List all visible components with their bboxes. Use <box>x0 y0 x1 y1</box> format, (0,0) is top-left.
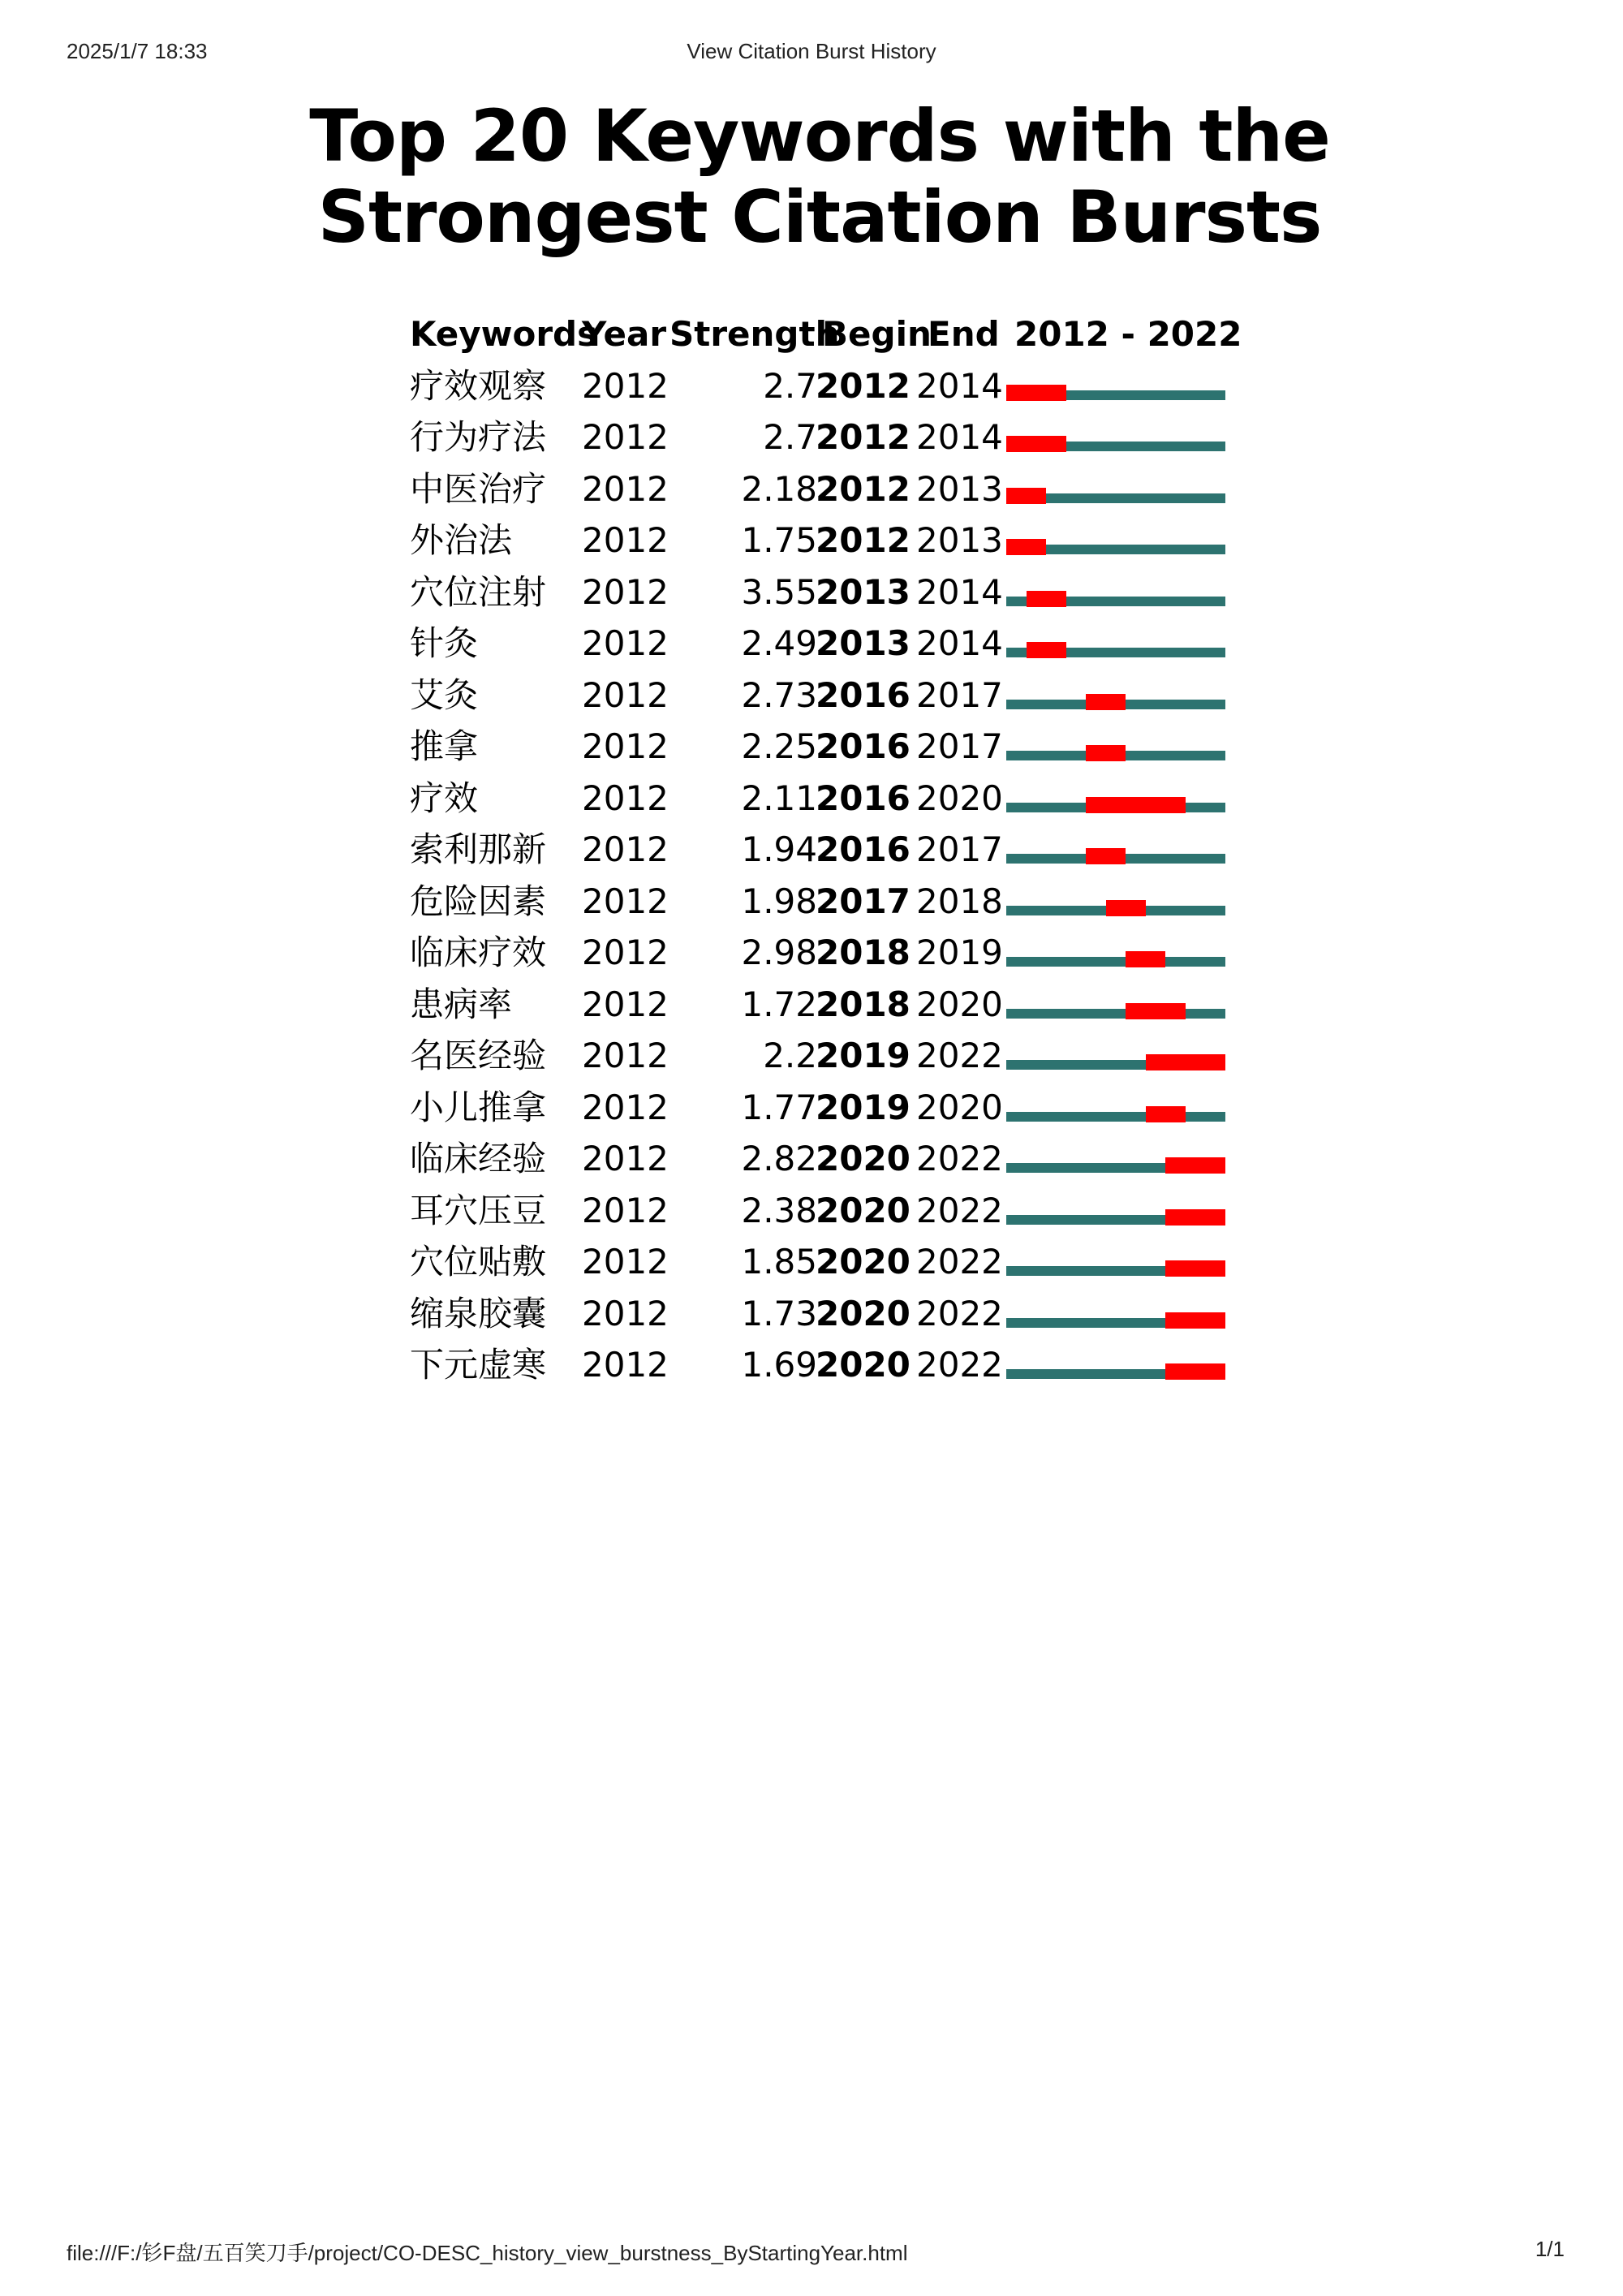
year-cell: 2012 <box>582 1139 669 1178</box>
year-cell: 2012 <box>582 1293 669 1333</box>
burst-timeline <box>1006 694 1225 715</box>
timeline-track <box>1006 1112 1225 1122</box>
begin-cell: 2016 <box>816 778 911 818</box>
end-cell: 2014 <box>916 623 1003 663</box>
keyword-cell: 外治法 <box>410 520 513 560</box>
keyword-cell: 下元虚寒 <box>410 1345 547 1385</box>
burst-segment <box>1126 1003 1186 1019</box>
begin-cell: 2019 <box>816 1087 911 1127</box>
table-row <box>410 1288 1246 1340</box>
strength-cell: 2.98 <box>741 933 817 972</box>
table-row <box>410 1236 1246 1288</box>
strength-cell: 1.69 <box>741 1345 817 1385</box>
keyword-cell: 针灸 <box>410 623 479 663</box>
burst-timeline <box>1006 539 1225 560</box>
begin-cell: 2020 <box>816 1139 911 1178</box>
burst-timeline <box>1006 1106 1225 1127</box>
year-cell: 2012 <box>582 365 669 406</box>
column-header-keywords: Keywords <box>410 314 598 354</box>
burst-segment <box>1165 1363 1225 1380</box>
page-title: Top 20 Keywords with the Strongest Citation Bursts <box>309 94 1330 259</box>
keyword-cell: 索利那新 <box>410 829 547 869</box>
burst-segment <box>1165 1260 1225 1277</box>
burst-timeline <box>1006 488 1225 509</box>
year-cell: 2012 <box>582 623 669 663</box>
table-row <box>410 566 1246 618</box>
column-header-end: End <box>928 314 1000 354</box>
burst-segment <box>1006 436 1066 452</box>
year-cell: 2012 <box>582 417 669 457</box>
strength-cell: 3.55 <box>741 571 817 612</box>
burst-segment <box>1165 1209 1225 1226</box>
begin-cell: 2020 <box>816 1345 911 1385</box>
begin-cell: 2012 <box>816 520 911 560</box>
burst-segment <box>1165 1312 1225 1329</box>
begin-cell: 2020 <box>816 1190 911 1230</box>
strength-cell: 1.75 <box>741 520 817 560</box>
begin-cell: 2019 <box>816 1036 911 1075</box>
table-row <box>410 876 1246 928</box>
end-cell: 2013 <box>916 520 1003 560</box>
keyword-cell: 临床疗效 <box>410 933 547 972</box>
table-body <box>410 360 1246 1391</box>
print-file-path: file:///F:/钐F盘/五百笑刀手/project/CO-DESC_history_view_burstness_ByStartingYear.html <box>67 2241 908 2265</box>
end-cell: 2019 <box>916 933 1003 972</box>
burst-segment <box>1086 848 1126 864</box>
year-cell: 2012 <box>582 881 669 921</box>
column-header-year: Year <box>582 314 667 354</box>
print-page-title: View Citation Burst History <box>687 39 936 63</box>
table-row <box>410 979 1246 1031</box>
burst-timeline <box>1006 848 1225 869</box>
strength-cell: 2.11 <box>741 778 817 818</box>
keyword-cell: 小儿推拿 <box>410 1087 547 1127</box>
begin-cell: 2020 <box>816 1293 911 1333</box>
keyword-cell: 穴位贴敷 <box>410 1242 547 1282</box>
column-header-strength: Strength <box>669 314 840 354</box>
keyword-cell: 穴位注射 <box>410 571 547 612</box>
begin-cell: 2017 <box>816 881 911 921</box>
print-timestamp: 2025/1/7 18:33 <box>67 39 208 63</box>
burst-segment <box>1146 1054 1225 1070</box>
begin-cell: 2020 <box>816 1242 911 1282</box>
burst-segment <box>1165 1157 1225 1174</box>
table-row <box>410 1185 1246 1237</box>
burst-timeline <box>1006 1260 1225 1282</box>
burst-timeline <box>1006 385 1225 406</box>
year-cell: 2012 <box>582 468 669 509</box>
column-header-begin: Begin <box>822 314 932 354</box>
end-cell: 2014 <box>916 571 1003 612</box>
burst-timeline <box>1006 591 1225 612</box>
table-row <box>410 360 1246 412</box>
burst-segment <box>1126 951 1165 967</box>
keyword-cell: 疗效 <box>410 778 479 818</box>
year-cell: 2012 <box>582 1190 669 1230</box>
end-cell: 2022 <box>916 1036 1003 1075</box>
year-cell: 2012 <box>582 674 669 715</box>
end-cell: 2020 <box>916 1087 1003 1127</box>
keyword-cell: 危险因素 <box>410 881 547 921</box>
burst-timeline <box>1006 900 1225 921</box>
end-cell: 2022 <box>916 1293 1003 1333</box>
timeline-track <box>1006 957 1225 967</box>
keyword-cell: 推拿 <box>410 726 479 766</box>
table-row <box>410 773 1246 825</box>
table-row <box>410 1082 1246 1134</box>
year-cell: 2012 <box>582 571 669 612</box>
year-cell: 2012 <box>582 1036 669 1075</box>
year-cell: 2012 <box>582 778 669 818</box>
table-row <box>410 1339 1246 1391</box>
strength-cell: 2.2 <box>763 1036 817 1075</box>
table-row <box>410 411 1246 463</box>
burst-timeline <box>1006 436 1225 457</box>
end-cell: 2017 <box>916 829 1003 869</box>
burst-table <box>410 308 1246 1391</box>
keyword-cell: 临床经验 <box>410 1139 547 1178</box>
burst-timeline <box>1006 951 1225 972</box>
begin-cell: 2013 <box>816 623 911 663</box>
burst-timeline <box>1006 1003 1225 1024</box>
burst-timeline <box>1006 745 1225 766</box>
print-header <box>0 39 1623 71</box>
end-cell: 2017 <box>916 674 1003 715</box>
begin-cell: 2016 <box>816 726 911 766</box>
begin-cell: 2018 <box>816 933 911 972</box>
strength-cell: 2.25 <box>741 726 817 766</box>
begin-cell: 2012 <box>816 468 911 509</box>
keyword-cell: 耳穴压豆 <box>410 1190 547 1230</box>
timeline-track <box>1006 1009 1225 1019</box>
year-cell: 2012 <box>582 933 669 972</box>
strength-cell: 2.49 <box>741 623 817 663</box>
end-cell: 2020 <box>916 984 1003 1024</box>
burst-segment <box>1006 539 1046 555</box>
end-cell: 2017 <box>916 726 1003 766</box>
strength-cell: 1.98 <box>741 881 817 921</box>
end-cell: 2014 <box>916 417 1003 457</box>
burst-segment <box>1086 745 1126 761</box>
table-row <box>410 1133 1246 1185</box>
strength-cell: 2.7 <box>763 365 817 406</box>
end-cell: 2014 <box>916 365 1003 406</box>
table-row <box>410 515 1246 566</box>
burst-timeline <box>1006 1312 1225 1333</box>
end-cell: 2013 <box>916 468 1003 509</box>
strength-cell: 2.7 <box>763 417 817 457</box>
strength-cell: 2.38 <box>741 1190 817 1230</box>
strength-cell: 1.72 <box>741 984 817 1024</box>
print-page-count: 1/1 <box>1535 2237 1565 2261</box>
keyword-cell: 缩泉胶囊 <box>410 1293 547 1333</box>
burst-timeline <box>1006 1157 1225 1178</box>
keyword-cell: 行为疗法 <box>410 417 547 457</box>
print-footer <box>0 2237 1623 2269</box>
burst-segment <box>1086 694 1126 710</box>
keyword-cell: 中医治疗 <box>410 468 547 509</box>
burst-segment <box>1146 1106 1186 1122</box>
end-cell: 2022 <box>916 1139 1003 1178</box>
end-cell: 2022 <box>916 1190 1003 1230</box>
burst-segment <box>1006 385 1066 401</box>
begin-cell: 2012 <box>816 417 911 457</box>
year-cell: 2012 <box>582 1087 669 1127</box>
year-cell: 2012 <box>582 520 669 560</box>
year-cell: 2012 <box>582 1345 669 1385</box>
keyword-cell: 患病率 <box>410 984 513 1024</box>
end-cell: 2018 <box>916 881 1003 921</box>
end-cell: 2020 <box>916 778 1003 818</box>
table-row <box>410 670 1246 722</box>
table-row <box>410 463 1246 515</box>
year-cell: 2012 <box>582 726 669 766</box>
burst-timeline <box>1006 797 1225 818</box>
column-header-range: 2012 - 2022 <box>1014 314 1242 354</box>
burst-timeline <box>1006 1054 1225 1075</box>
table-row <box>410 1030 1246 1082</box>
table-row <box>410 824 1246 876</box>
begin-cell: 2016 <box>816 829 911 869</box>
keyword-cell: 疗效观察 <box>410 365 547 406</box>
end-cell: 2022 <box>916 1242 1003 1282</box>
burst-timeline <box>1006 642 1225 663</box>
year-cell: 2012 <box>582 984 669 1024</box>
burst-timeline <box>1006 1363 1225 1385</box>
strength-cell: 2.73 <box>741 674 817 715</box>
strength-cell: 1.85 <box>741 1242 817 1282</box>
strength-cell: 2.18 <box>741 468 817 509</box>
burst-timeline <box>1006 1209 1225 1230</box>
burst-segment <box>1086 797 1186 813</box>
table-row <box>410 927 1246 979</box>
table-row <box>410 618 1246 670</box>
table-row <box>410 721 1246 773</box>
strength-cell: 1.77 <box>741 1087 817 1127</box>
burst-segment <box>1006 488 1046 504</box>
strength-cell: 1.73 <box>741 1293 817 1333</box>
begin-cell: 2016 <box>816 674 911 715</box>
table-header-row <box>410 308 1246 360</box>
year-cell: 2012 <box>582 1242 669 1282</box>
burst-segment <box>1106 900 1146 916</box>
begin-cell: 2018 <box>816 984 911 1024</box>
burst-segment <box>1027 642 1066 658</box>
begin-cell: 2013 <box>816 571 911 612</box>
burst-segment <box>1027 591 1066 607</box>
keyword-cell: 艾灸 <box>410 674 479 715</box>
end-cell: 2022 <box>916 1345 1003 1385</box>
strength-cell: 1.94 <box>741 829 817 869</box>
keyword-cell: 名医经验 <box>410 1036 547 1075</box>
strength-cell: 2.82 <box>741 1139 817 1178</box>
begin-cell: 2012 <box>816 365 911 406</box>
year-cell: 2012 <box>582 829 669 869</box>
